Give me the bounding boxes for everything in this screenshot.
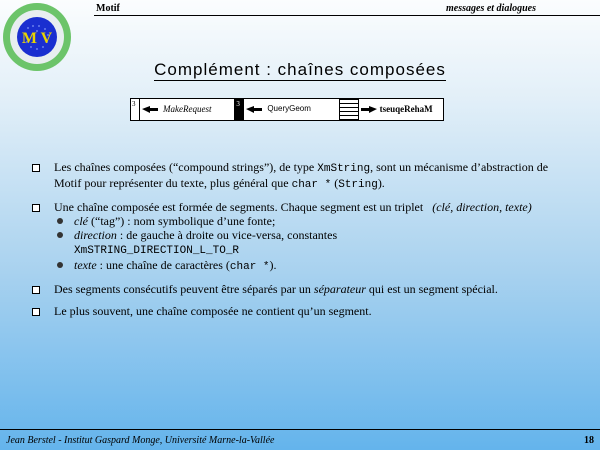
svg-text:M V: M V	[21, 30, 53, 47]
round-bullet-icon	[57, 262, 63, 268]
segment-1	[131, 99, 235, 120]
arrow-right-icon	[142, 105, 158, 114]
segment-3	[340, 99, 443, 120]
square-bullet-icon	[32, 286, 40, 294]
square-bullet-icon	[32, 308, 40, 316]
compound-string-diagram	[130, 98, 444, 121]
segment-tag: 3	[235, 99, 244, 120]
bullet-item: Des segments consécutifs peuvent être séparés par un séparateur qui est un segment spécial.	[30, 282, 570, 296]
square-bullet-icon	[32, 164, 40, 172]
footer-author: Jean Berstel - Institut Gaspard Monge, Université Marne-la-Vallée	[6, 435, 275, 446]
segment-tag: 3	[131, 99, 140, 120]
page-number: 18	[584, 435, 594, 446]
sub-item: direction : de gauche à droite ou vice-versa, constantes XmSTRING_DIRECTION_L_TO_R	[30, 228, 570, 258]
brick-tag-icon	[340, 99, 359, 120]
arrow-right-icon	[246, 105, 262, 114]
header-rule	[94, 15, 600, 16]
header-chapter: messages et dialogues	[446, 3, 536, 14]
bullet-item: Le plus souvent, une chaîne composée ne contient qu’un segment.	[30, 304, 570, 318]
arrow-left-icon	[361, 105, 377, 114]
bullet-item: Une chaîne composée est formée de segments. Chaque segment est un triplet (clé, direction, texte)	[30, 200, 570, 214]
round-bullet-icon	[57, 218, 63, 224]
slide-title: Complément : chaînes composées	[154, 60, 446, 79]
segment-text: tseuqeRehaM	[379, 104, 433, 114]
square-bullet-icon	[32, 204, 40, 212]
sub-item: texte : une chaîne de caractères (char *).	[30, 258, 570, 274]
sub-item: clé (“tag”) : nom symbolique d’une fonte;	[30, 214, 570, 228]
segment-text: MakeRequest	[163, 104, 212, 114]
bullet-list	[30, 160, 570, 326]
footer	[0, 429, 600, 450]
segment-text: QueryGeom	[267, 104, 311, 113]
header-course: Motif	[96, 3, 120, 14]
segment-2	[235, 99, 339, 120]
bullet-item: Les chaînes composées (“compound strings”), de type XmString, sont un mécanisme d’abstraction de Motif pour représenter du texte, plus général que char * (String).	[30, 160, 570, 192]
round-bullet-icon	[57, 232, 63, 238]
